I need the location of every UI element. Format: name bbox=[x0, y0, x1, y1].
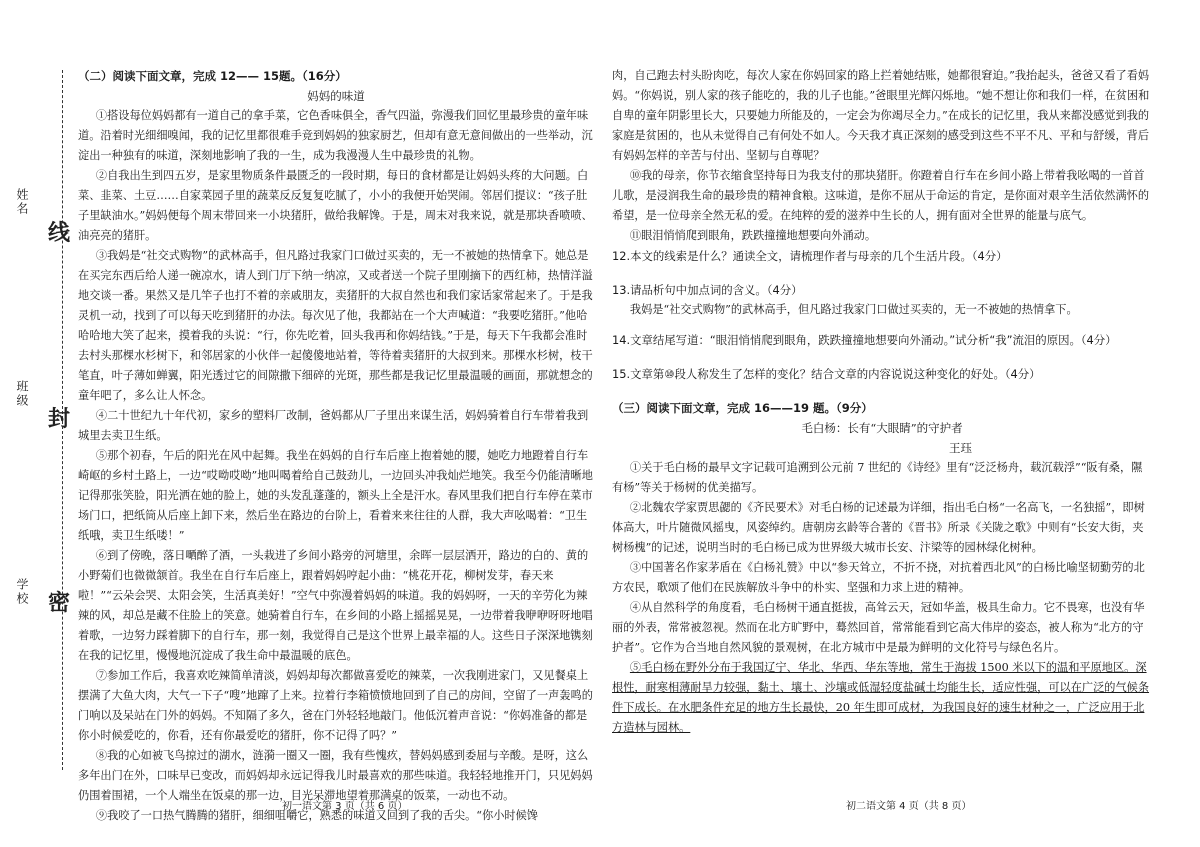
article-title: 妈妈的味道 bbox=[307, 89, 365, 103]
right-column bbox=[612, 66, 1152, 738]
left-column bbox=[78, 66, 594, 826]
paragraph: ⑦参加工作后，我喜欢吃辣简单清淡，妈妈却每次都做喜爱吃的辣菜，一次我刚进家门，又见餐桌上摆满了大鱼大肉，大气一下子“嗖”地蹿了上来。拉着行李箱愤愤地回到了自己的房间，空留了一声轰鸣的门响以及呆站在门外的妈妈。不知隔了多久，爸在门外轻轻地敲门。他低沉着声音说：“你妈准备的都是你小时候爱吃的，你看，还有你最爱吃的猪肝，你不记得了吗？” bbox=[78, 669, 593, 742]
section-heading: （二）阅读下面文章，完成 12—— 15题。（16分） bbox=[78, 69, 347, 83]
paragraph: ①关于毛白杨的最早文字记载可追溯到公元前 7 世纪的《诗经》里有“泛泛杨舟，载沉载浮”“阪有桑，隰有杨”等关于杨树的优美描写。 bbox=[612, 461, 1143, 494]
paragraph: ⑩我的母亲，你节衣缩食坚持每日为我支付的那块猪肝。你蹬着自行车在乡间小路上带着我吆喝的一首首儿歌，是浸润我生命的最珍贵的精神食粮。这味道，是你不屈从于命运的肯定，是你面对艰辛生活依然满怀的希望，是一位母亲全然无私的爱。在纯粹的爱的滋养中生长的人，拥有面对全世界的能量与底气。 bbox=[612, 169, 1150, 222]
seal-mark-mid: 封 bbox=[48, 406, 71, 432]
name-label: 姓名 bbox=[15, 188, 29, 216]
paragraph: ①搭设每位妈妈都有一道自己的拿手菜，它色香味俱全，香气四溢，弥漫我们回忆里最珍贵的童年味道。沿着时光细细嗅闻，我的记忆里都很难手竞到妈妈的独家厨艺，但却有意无意间做出的一些举动，沉淀出一种独有的味道，深刻地影响了我的一生，成为我漫漫人生中最珍贵的礼物。 bbox=[78, 109, 593, 162]
question-13: 13.请品析句中加点词的含义。（4分） bbox=[612, 283, 803, 297]
paragraph: ⑤毛白杨在野外分布于我国辽宁、华北、华西、华东等地，常生于海拔 1500 米以下的温和平原地区。深根性，耐寒相薄耐旱力较强，黏土、壤土、沙壤或低湿轻度盐碱土均能生长，适应性强，可以在广泛的气候条件下成长。在水肥条件充足的地方生长最快，20 年生即可成材，为我国良好的速生材种之一，广泛应用于北方造林与园林。 bbox=[612, 661, 1150, 734]
paragraph: ④二十世纪九十年代初，家乡的塑料厂改制，爸妈都从厂子里出来谋生活，妈妈骑着自行车带着我到城里去卖卫生纸。 bbox=[78, 409, 589, 442]
section-heading: （三）阅读下面文章，完成 16——19 题。（9分） bbox=[612, 401, 873, 415]
paragraph: ③中国著名作家茅盾在《白杨礼赞》中以“参天耸立，不折不挠，对抗着西北风”的白杨比喻坚韧勤劳的北方农民，歌颂了他们在民族解放斗争中的朴实、坚强和力求上进的精神。 bbox=[612, 561, 1145, 594]
paragraph: ②自我出生到四五岁，是家里物质条件最匮乏的一段时期，每日的食材都是让妈妈头疼的大问题。白菜、韭菜、土豆……自家菜园子里的蔬菜反反复复吃腻了，小小的我便开始哭闹。邻居们提议：“孩子肚子里缺油水。”妈妈便每个周末带回来一小块猪肝，做给我解馋。于是，周末对我来说，就是那块香喷喷、油亮亮的猪肝。 bbox=[78, 169, 593, 242]
question-13-quote: 我妈是“社交式购物”的武林高手，但凡路过我家门口做过买卖的，无一不被她的热情拿下。 bbox=[629, 303, 1078, 316]
seal-mark-top: 线 bbox=[48, 220, 71, 246]
question-15: 15.文章第⑩段人称发生了怎样的变化？结合文章的内容说说这种变化的好处。（4分） bbox=[612, 367, 1041, 381]
page-footer-right: 初二语文第 4 页（共 8 页） bbox=[846, 801, 972, 812]
article-author: 王珏 bbox=[949, 441, 972, 455]
paragraph: ③我妈是“社交式购物”的武林高手，但凡路过我家门口做过买卖的，无一不被她的热情拿下。她总是在买完东西后给人递一碗凉水，请人到门厅下纳一纳凉，又或者送一个院子里刚摘下的西红柿，热情洋溢地交谈一番。果然又是几竿子也打不着的亲戚朋友，卖猪肝的大叔自然也和我们家话家常起来了。于是我灵机一动，找到了可以每天吃到猪肝的办法。每次见了他，我都站在一个大声喊道：“我要吃猪肝。”他哈哈哈地大笑了起来，摸着我的头说：“行，你先吃着，回头我再和你妈结钱。”于是，每天下午我都会准时去村头那棵水杉树下，和邻居家的小伙伴一起傻傻地站着，等待着卖猪肝的大叔到来。那棵水杉树，枝干笔直，叶子薄如蝉翼，阳光透过它的间隙撒下细碎的光斑，那些都是我记忆里最温暖的画面，那就想念的童年吧了，多么让人怀念。 bbox=[78, 249, 593, 402]
page-footer-left: 初一语文第 3 页（共 6 页） bbox=[282, 801, 408, 812]
paragraph: ④从自然科学的角度看，毛白杨树干通直挺拔，高耸云天，冠如华盖，极具生命力。它不畏寒，也没有华丽的外表，常常被忽视。然而在北方旷野中，蓦然回首，常常能看到它高大伟岸的姿态，被人称为“北方的守护者”。它作为合当地自然风貌的景观树，在北方城市中是最为鲜明的文化符号与绿色名片。 bbox=[612, 601, 1145, 654]
school-label: 学校 bbox=[15, 578, 29, 606]
class-label: 班级 bbox=[15, 380, 29, 408]
article-title: 毛白杨：长有“大眼睛”的守护者 bbox=[801, 421, 963, 435]
paragraph: ⑥到了傍晚，落日嗮醉了酒，一头栽进了乡间小路旁的河塘里，余晖一层层洒开，路边的白的、黄的小野菊们也微微颔首。我坐在自行车后座上，跟着妈妈哼起小曲：“桃花开花，柳树发芽，春天来啦！”“云朵会哭、太阳会笑，生活真美好！”空气中弥漫着妈妈的味道。我的妈妈呀，一天的辛劳化为辣辣的风，却总是藏不住脸上的笑意。她骑着自行车，在乡间的小路上摇摇晃晃，一边带着我咿咿呀呀地唱着歌，一边努力踩着脚下的自行车，那一刻，我觉得自己是这个世界上最幸福的人。这些日子深深地镌刻在我的记忆里，慢慢地沉淀成了我生命中最温暖的底色。 bbox=[78, 549, 593, 662]
paragraph: ②北魏农学家贾思勰的《齐民要术》对毛白杨的记述最为详细，指出毛白杨“一名高飞，一名独摇”，即树体高大，叶片随微风摇曳，风姿绰约。唐朝房玄龄等合著的《晋书》所录《关陇之歌》中则有“长安大街，夹树杨槐”的记述，说明当时的毛白杨已成为世界级大城市长安、汴梁等的园林绿化树种。 bbox=[612, 501, 1145, 554]
paragraph: 肉，自己跑去村头盼肉吃，每次人家在你妈回家的路上拦着她结账，她都很窘迫。”我抬起头，爸爸又看了看妈妈。“你妈说，别人家的孩子能吃的，我的儿子也能。”爸眼里光辉闪烁地。“她不想让你和我们一样，在贫困和自卑的童年阴影里长大，只要她力所能及的，一定会为你竭尽全力。”在成长的记忆里，我从来都没感觉到我的家庭是贫困的，也从未觉得自己有何处不如人。今天我才真正深刻的感受到这些不平不凡、平和与舒缓，背后有妈妈怎样的辛苦与付出、坚韧与自尊呢？ bbox=[612, 69, 1150, 162]
paragraph: ⑨我咬了一口热气腾腾的猪肝，细细咀嚼它，熟悉的味道又回到了我的舌尖。“你小时候馋 bbox=[95, 809, 538, 822]
question-12: 12.本文的线索是什么？通读全文，请梳理作者与母亲的几个生活片段。（4分） bbox=[612, 249, 1008, 263]
paragraph: ⑤那个初春，午后的阳光在风中起舞。我坐在妈妈的自行车后座上抱着她的腰，她吃力地蹬着自行车崎岖的乡村土路上，一边“哎呦哎呦”地叫喝着给自己鼓劲儿，一边回头冲我灿烂地笑。我至今仍能清晰地记得那张笑脸，阳光洒在她的脸上，她的头发乱蓬蓬的，额头上全是汗水。春风里我们把自行车停在菜市场门口，把纸筒从后座上卸下来，然后坐在路边的台阶上，看着来来往往的人群，我大声吆喝着：“卫生纸哦，卖卫生纸喽！” bbox=[78, 449, 593, 542]
question-14: 14.文章结尾写道：“眼泪悄悄爬到眼角，跌跌撞撞地想要向外涌动。”试分析“我”流泪的原因。（4分） bbox=[612, 333, 1117, 347]
seal-mark-bottom: 密 bbox=[48, 590, 71, 616]
paragraph: ⑧我的心如被飞鸟掠过的湖水，涟漪一圈又一圈，我有些愧疚，替妈妈感到委屈与辛酸。是呀，这么多年出门在外，口味早已变改，而妈妈却永远记得我儿时最喜欢的那些味道。我轻轻地推开门，只见妈妈仍围着围裙，一个人端坐在饭桌的那一边，目光呆滞地望着那满桌的饭菜，一动也不动。 bbox=[78, 749, 593, 802]
paragraph: ⑪眼泪悄悄爬到眼角，跌跌撞撞地想要向外涌动。 bbox=[629, 229, 877, 242]
